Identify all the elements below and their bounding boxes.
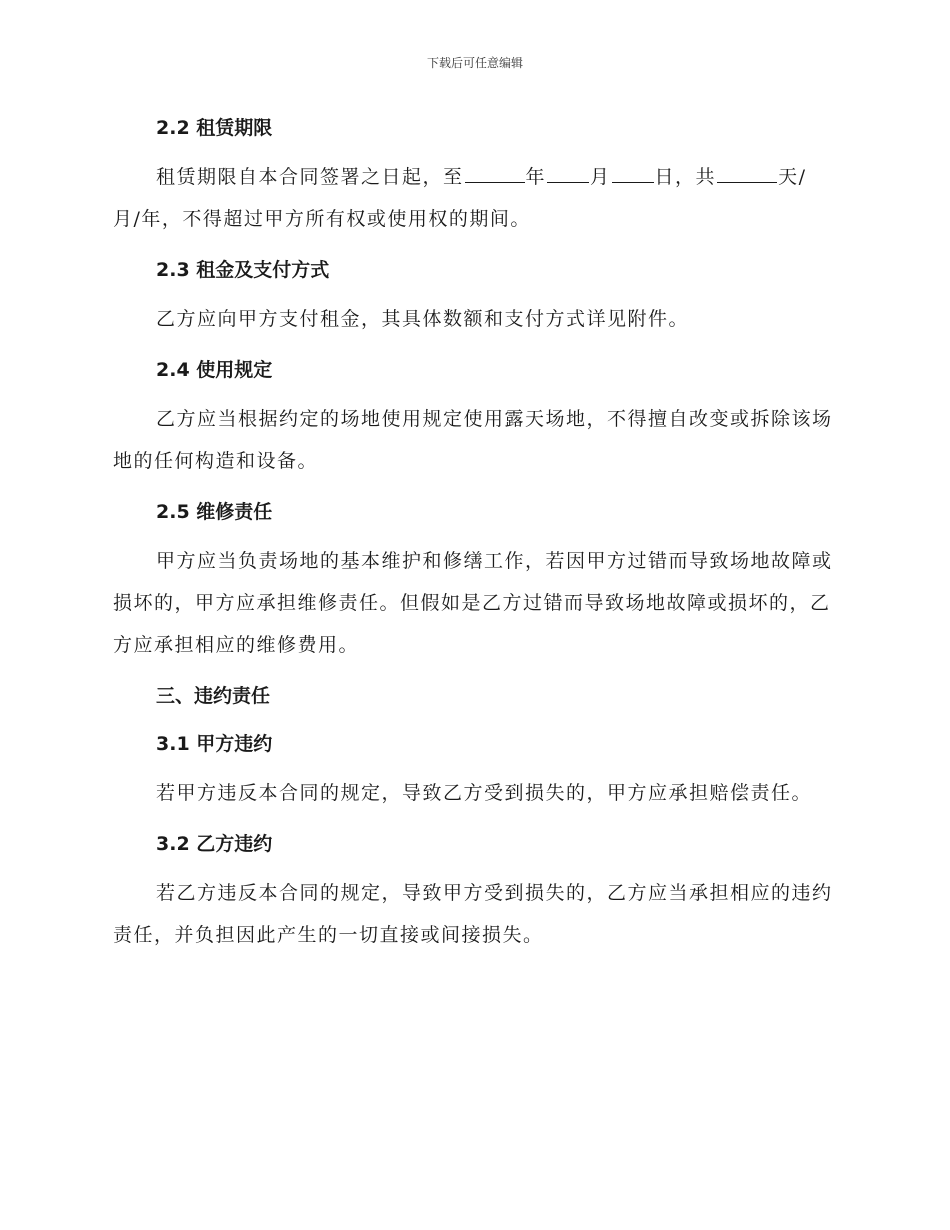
blank-month-field — [547, 163, 589, 183]
lease-term-month-label: 月 — [590, 166, 611, 188]
blank-year-field — [465, 163, 525, 183]
section-heading-3-1: 3.1 甲方违约 — [156, 733, 273, 755]
paragraph-maintenance: 甲方应当负责场地的基本维护和修缮工作，若因甲方过错而导致场地故障或损坏的，甲方应承担维修责任。但假如是乙方过错而导致场地故障或损坏的，乙方应承担相应的维修费用。 — [113, 550, 833, 656]
section-heading-2-5: 2.5 维修责任 — [156, 501, 273, 523]
paragraph-rent-payment: 乙方应向甲方支付租金，其具体数额和支付方式详见附件。 — [156, 308, 690, 330]
lease-term-text-start: 租赁期限自本合同签署之日起，至 — [156, 166, 464, 188]
lease-term-year-label: 年 — [525, 166, 547, 188]
blank-day-field — [612, 163, 654, 183]
section-heading-2-4: 2.4 使用规定 — [156, 359, 273, 381]
lease-term-text-end: 天/月/年，不得超过甲方所有权或使用权的期间。 — [113, 166, 807, 230]
section-heading-2-3: 2.3 租金及支付方式 — [156, 259, 330, 281]
paragraph-lease-term — [113, 156, 833, 240]
section-heading-3-2: 3.2 乙方违约 — [156, 833, 273, 855]
paragraph-party-b-breach: 若乙方违反本合同的规定，导致甲方受到损失的，乙方应当承担相应的违约责任，并负担因此产生的一切直接或间接损失。 — [113, 882, 833, 946]
paragraph-party-a-breach: 若甲方违反本合同的规定，导致乙方受到损失的，甲方应承担赔偿责任。 — [156, 782, 813, 804]
section-heading-2-2: 2.2 租赁期限 — [156, 117, 273, 139]
section-heading-3: 三、违约责任 — [156, 685, 271, 707]
blank-duration-field — [717, 163, 777, 183]
lease-term-day-label: 日，共 — [654, 166, 717, 188]
paragraph-usage-rules: 乙方应当根据约定的场地使用规定使用露天场地，不得擅自改变或拆除该场地的任何构造和设备。 — [113, 408, 833, 472]
document-body — [113, 108, 833, 966]
page-header: 下载后可任意编辑 — [426, 56, 523, 70]
